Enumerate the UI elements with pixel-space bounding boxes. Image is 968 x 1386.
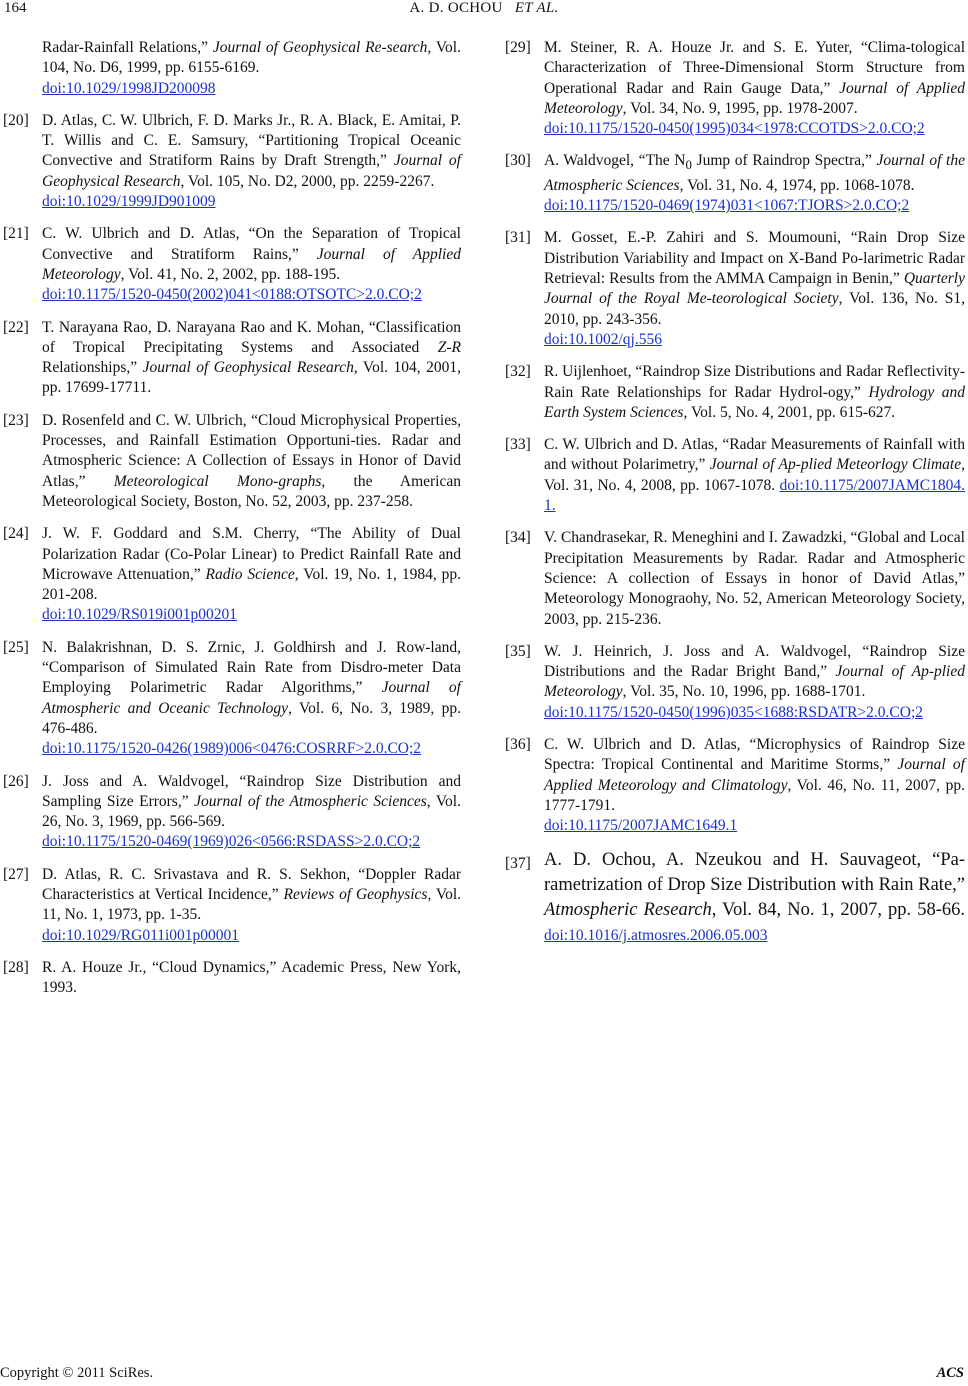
doi-link[interactable]: doi:10.1175/1520-0469(1969)026<0566:RSDASS>2.0.CO;2 xyxy=(42,833,421,851)
reference-number: [22] xyxy=(3,318,29,336)
reference-31: [31] M. Gosset, E.-P. Zahiri and S. Moumouni, “Rain Drop Size Distribution Variability and Impact on X-Band Po-larimetric Radar Retrieval: Results from the AMMA Campaign in Benin,” Quarterly Journal of the Royal Me-teorological Society, Vol. 136, No. S1, 2010, pp. 243-356. doi:10.1002/qj.556 xyxy=(505,228,965,350)
reference-30: [30] A. Waldvogel, “The $N_0$ Jump of Raindrop Spectra,” Journal of the Atmospheric Sciences, Vol. 31, No. 4, 1974, pp. 1068-1078. doi:10.1175/1520-0469(1974)031<1067:TJORS>2.0.CO;2 xyxy=(505,151,965,216)
reference-27: [27] D. Atlas, R. C. Srivastava and R. S. Sekhon, “Doppler Radar Characteristics at Vertical Incidence,” Reviews of Geophysics, Vol. 11, No. 1, 1973, pp. 1-35. doi:10.1029/RG011i001p00001 xyxy=(3,865,461,946)
reference-24: [24] J. W. F. Goddard and S.M. Cherry, “The Ability of Dual Polarization Radar (Co-Polar Linear) to Predict Rainfall Rate and Microwave Attenuation,” Radio Science, Vol. 19, No. 1, 1984, pp. 201-208. doi:10.1029/RS019i001p00201 xyxy=(3,524,461,625)
right-column xyxy=(505,38,965,960)
doi-link[interactable]: doi:10.1175/1520-0450(1996)035<1688:RSDATR>2.0.CO;2 xyxy=(544,703,924,721)
reference-21: [21] C. W. Ulbrich and D. Atlas, “On the Separation of Tropical Convective and Stratiform Rains,” Journal of Applied Meteorology, Vol. 41, No. 2, 2002, pp. 188-195. doi:10.1175/1520-0450(2002)041<0188:OTSOTC>2.0.CO;2 xyxy=(3,224,461,305)
reference-number: [21] xyxy=(3,225,29,243)
reference-number: [37] xyxy=(505,855,531,873)
doi-link[interactable]: doi:10.1175/2007JAMC1649.1 xyxy=(544,817,738,835)
copyright-notice: Copyright © 2011 SciRes. xyxy=(0,1365,154,1381)
reference-25: [25] N. Balakrishnan, D. S. Zrnic, J. Goldhirsh and J. Row-land, “Comparison of Simulated Rain Rate from Disdro-meter Data Employing Polarimetric Radar Algorithms,” Journal of Atmospheric and Oceanic Technology, Vol. 6, No. 3, 1989, pp. 476-486. doi:10.1175/1520-0426(1989)006<0476:COSRRF>2.0.CO;2 xyxy=(3,638,461,760)
reference-number: [20] xyxy=(3,111,29,129)
reference-36: [36] C. W. Ulbrich and D. Atlas, “Microphysics of Raindrop Size Spectra: Tropical Continental and Maritime Storms,” Journal of Applied Meteorology and Climatology, Vol. 46, No. 11, 2007, pp. 1777-1791. doi:10.1175/2007JAMC1649.1 xyxy=(505,735,965,836)
reference-number: [25] xyxy=(3,638,29,656)
reference-number: [23] xyxy=(3,411,29,429)
reference-number: [26] xyxy=(3,772,29,790)
reference-23: [23] D. Rosenfeld and C. W. Ulbrich, “Cloud Microphysical Properties, Processes, and Rainfall Estimation Opportuni-ties. Radar and Atmospheric Science: A Collection of Essays in Honor of David Atlas,” Meteorological Mono-graphs, the American Meteorological Society, Boston, No. 52, 2003, pp. 237-258. xyxy=(3,411,461,510)
journal-abbreviation: ACS xyxy=(936,1365,964,1381)
reference-number: [34] xyxy=(505,529,531,547)
running-header xyxy=(0,0,968,17)
doi-link[interactable]: doi:10.1029/1998JD200098 xyxy=(42,79,216,97)
reference-number: [35] xyxy=(505,642,531,660)
doi-link[interactable]: doi:10.1175/1520-0469(1974)031<1067:TJORS>2.0.CO;2 xyxy=(544,197,910,215)
doi-link[interactable]: doi:10.1175/1520-0450(2002)041<0188:OTSOTC>2.0.CO;2 xyxy=(42,286,422,304)
header-et-al: ET AL. xyxy=(514,0,559,16)
header-authors: A. D. OCHOU xyxy=(409,0,503,16)
reference-29: [29] M. Steiner, R. A. Houze Jr. and S. E. Yuter, “Clima-tological Characterization of Three-Dimensional Storm Structure from Operational Radar and Rain Gauge Data,” Journal of Applied Meteorology, Vol. 34, No. 9, 1995, pp. 1978-2007. doi:10.1175/1520-0450(1995)034<1978:CCOTDS>2.0.CO;2 xyxy=(505,38,965,139)
left-column xyxy=(3,38,461,1010)
reference-number: [32] xyxy=(505,363,531,381)
reference-19-continued: Radar-Rainfall Relations,” Journal of Geophysical Re-search, Vol. 104, No. D6, 1999, pp. 6155-6169. doi:10.1029/1998JD200098 xyxy=(3,38,461,99)
doi-link[interactable]: doi:10.1002/qj.556 xyxy=(544,330,662,348)
doi-link[interactable]: doi:10.1175/2007JAMC1804.1. xyxy=(544,476,965,515)
doi-link[interactable]: doi:10.1175/1520-0450(1995)034<1978:CCOTDS>2.0.CO;2 xyxy=(544,120,925,138)
reference-34: [34] V. Chandrasekar, R. Meneghini and I. Zawadzki, “Global and Local Precipitation Measurements by Radar. Radar and Atmospheric Science: A collection of Essays in honor of David Atlas,” Meteorology Monograohy, No. 52, American Meteorology Society, 2003, pp. 215-236. xyxy=(505,529,965,628)
reference-number: [33] xyxy=(505,436,531,454)
reference-number: [28] xyxy=(3,958,29,976)
reference-22: [22] T. Narayana Rao, D. Narayana Rao and K. Mohan, “Classification of Tropical Precipitating Systems and Associated Z-R Relationships,” Journal of Geophysical Research, Vol. 104, 2001, pp. 17699-17711. xyxy=(3,318,461,397)
page-number: 164 xyxy=(4,0,27,16)
reference-37: [37] A. D. Ochou, A. Nzeukou and H. Sauvageot, “Pa-rametrization of Drop Size Distribution with Rain Rate,” Atmospheric Research, Vol. 84, No. 1, 2007, pp. 58-66. doi:10.1016/j.atmosres.2006.05.003 xyxy=(505,850,965,945)
reference-20: [20] D. Atlas, C. W. Ulbrich, F. D. Marks Jr., R. A. Black, E. Amitai, P. T. Willis and C. E. Samsury, “Partitioning Tropical Oceanic Convective and Stratiform Rains by Draft Strength,” Journal of Geophysical Research, Vol. 105, No. D2, 2000, pp. 2259-2267. doi:10.1029/1999JD901009 xyxy=(3,111,461,212)
reference-number: [24] xyxy=(3,525,29,543)
doi-link[interactable]: doi:10.1016/j.atmosres.2006.05.003 xyxy=(544,927,768,945)
reference-35: [35] W. J. Heinrich, J. Joss and A. Waldvogel, “Raindrop Size Distributions and the Radar Bright Band,” Journal of Ap-plied Meteorology, Vol. 35, No. 10, 1996, pp. 1688-1701. doi:10.1175/1520-0450(1996)035<1688:RSDATR>2.0.CO;2 xyxy=(505,642,965,723)
doi-link[interactable]: doi:10.1175/1520-0426(1989)006<0476:COSRRF>2.0.CO;2 xyxy=(42,740,422,758)
reference-28: [28] R. A. Houze Jr., “Cloud Dynamics,” Academic Press, New York, 1993. xyxy=(3,958,461,997)
doi-link[interactable]: doi:10.1029/1999JD901009 xyxy=(42,193,216,211)
reference-32: [32] R. Uijlenhoet, “Raindrop Size Distributions and Radar Reflectivity-Rain Rate Relationships for Radar Hydrol-ogy,” Hydrology and Earth System Sciences, Vol. 5, No. 4, 2001, pp. 615-627. xyxy=(505,363,965,421)
doi-link[interactable]: doi:10.1029/RS019i001p00201 xyxy=(42,606,238,624)
doi-link[interactable]: doi:10.1029/RG011i001p00001 xyxy=(42,926,240,944)
reference-26: [26] J. Joss and A. Waldvogel, “Raindrop Size Distribution and Sampling Size Errors,” Journal of the Atmospheric Sciences, Vol. 26, No. 3, 1969, pp. 566-569. doi:10.1175/1520-0469(1969)026<0566:RSDASS>2.0.CO;2 xyxy=(3,772,461,853)
reference-number: [29] xyxy=(505,39,531,56)
reference-number: [27] xyxy=(3,865,29,883)
reference-33: [33] C. W. Ulbrich and D. Atlas, “Radar Measurements of Rainfall with and without Polarimetry,” Journal of Ap-plied Meteorlogy Climate, Vol. 31, No. 4, 2008, pp. 1067-1078. doi:10.1175/2007JAMC1804.1. xyxy=(505,436,965,515)
reference-number: [36] xyxy=(505,736,531,753)
reference-number: [30] xyxy=(505,152,531,170)
reference-number: [31] xyxy=(505,229,531,247)
